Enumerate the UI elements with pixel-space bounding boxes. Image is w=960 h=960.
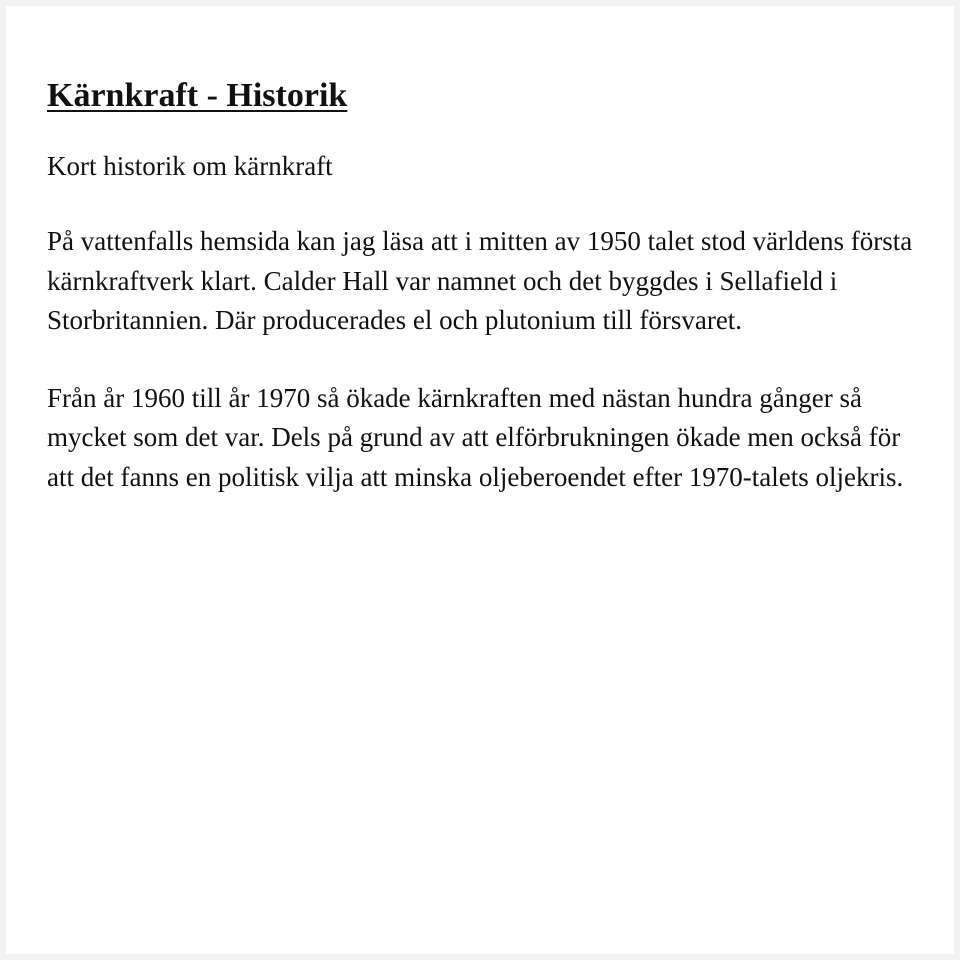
paragraph-history-1950s: På vattenfalls hemsida kan jag läsa att i mitten av 1950 talet stod världens första kärnkraftverk klart. Calder Hall var namnet och det byggdes i Sellafield i Storbritannien. Där producerades el och plutonium till försvaret.: [47, 226, 913, 335]
document-content: [47, 74, 927, 497]
document-page: [6, 6, 954, 954]
document-title: Kärnkraft - Historik: [47, 77, 348, 114]
document-subtitle: Kort historik om kärnkraft: [47, 151, 333, 181]
paragraph-history-1960s-1970s: Från år 1960 till år 1970 så ökade kärnkraften med nästan hundra gånger så mycket som det var. Dels på grund av att elförbrukningen ökade men också för att det fanns en politisk vilja att minska oljeberoendet efter 1970-talets oljekris.: [47, 382, 904, 492]
